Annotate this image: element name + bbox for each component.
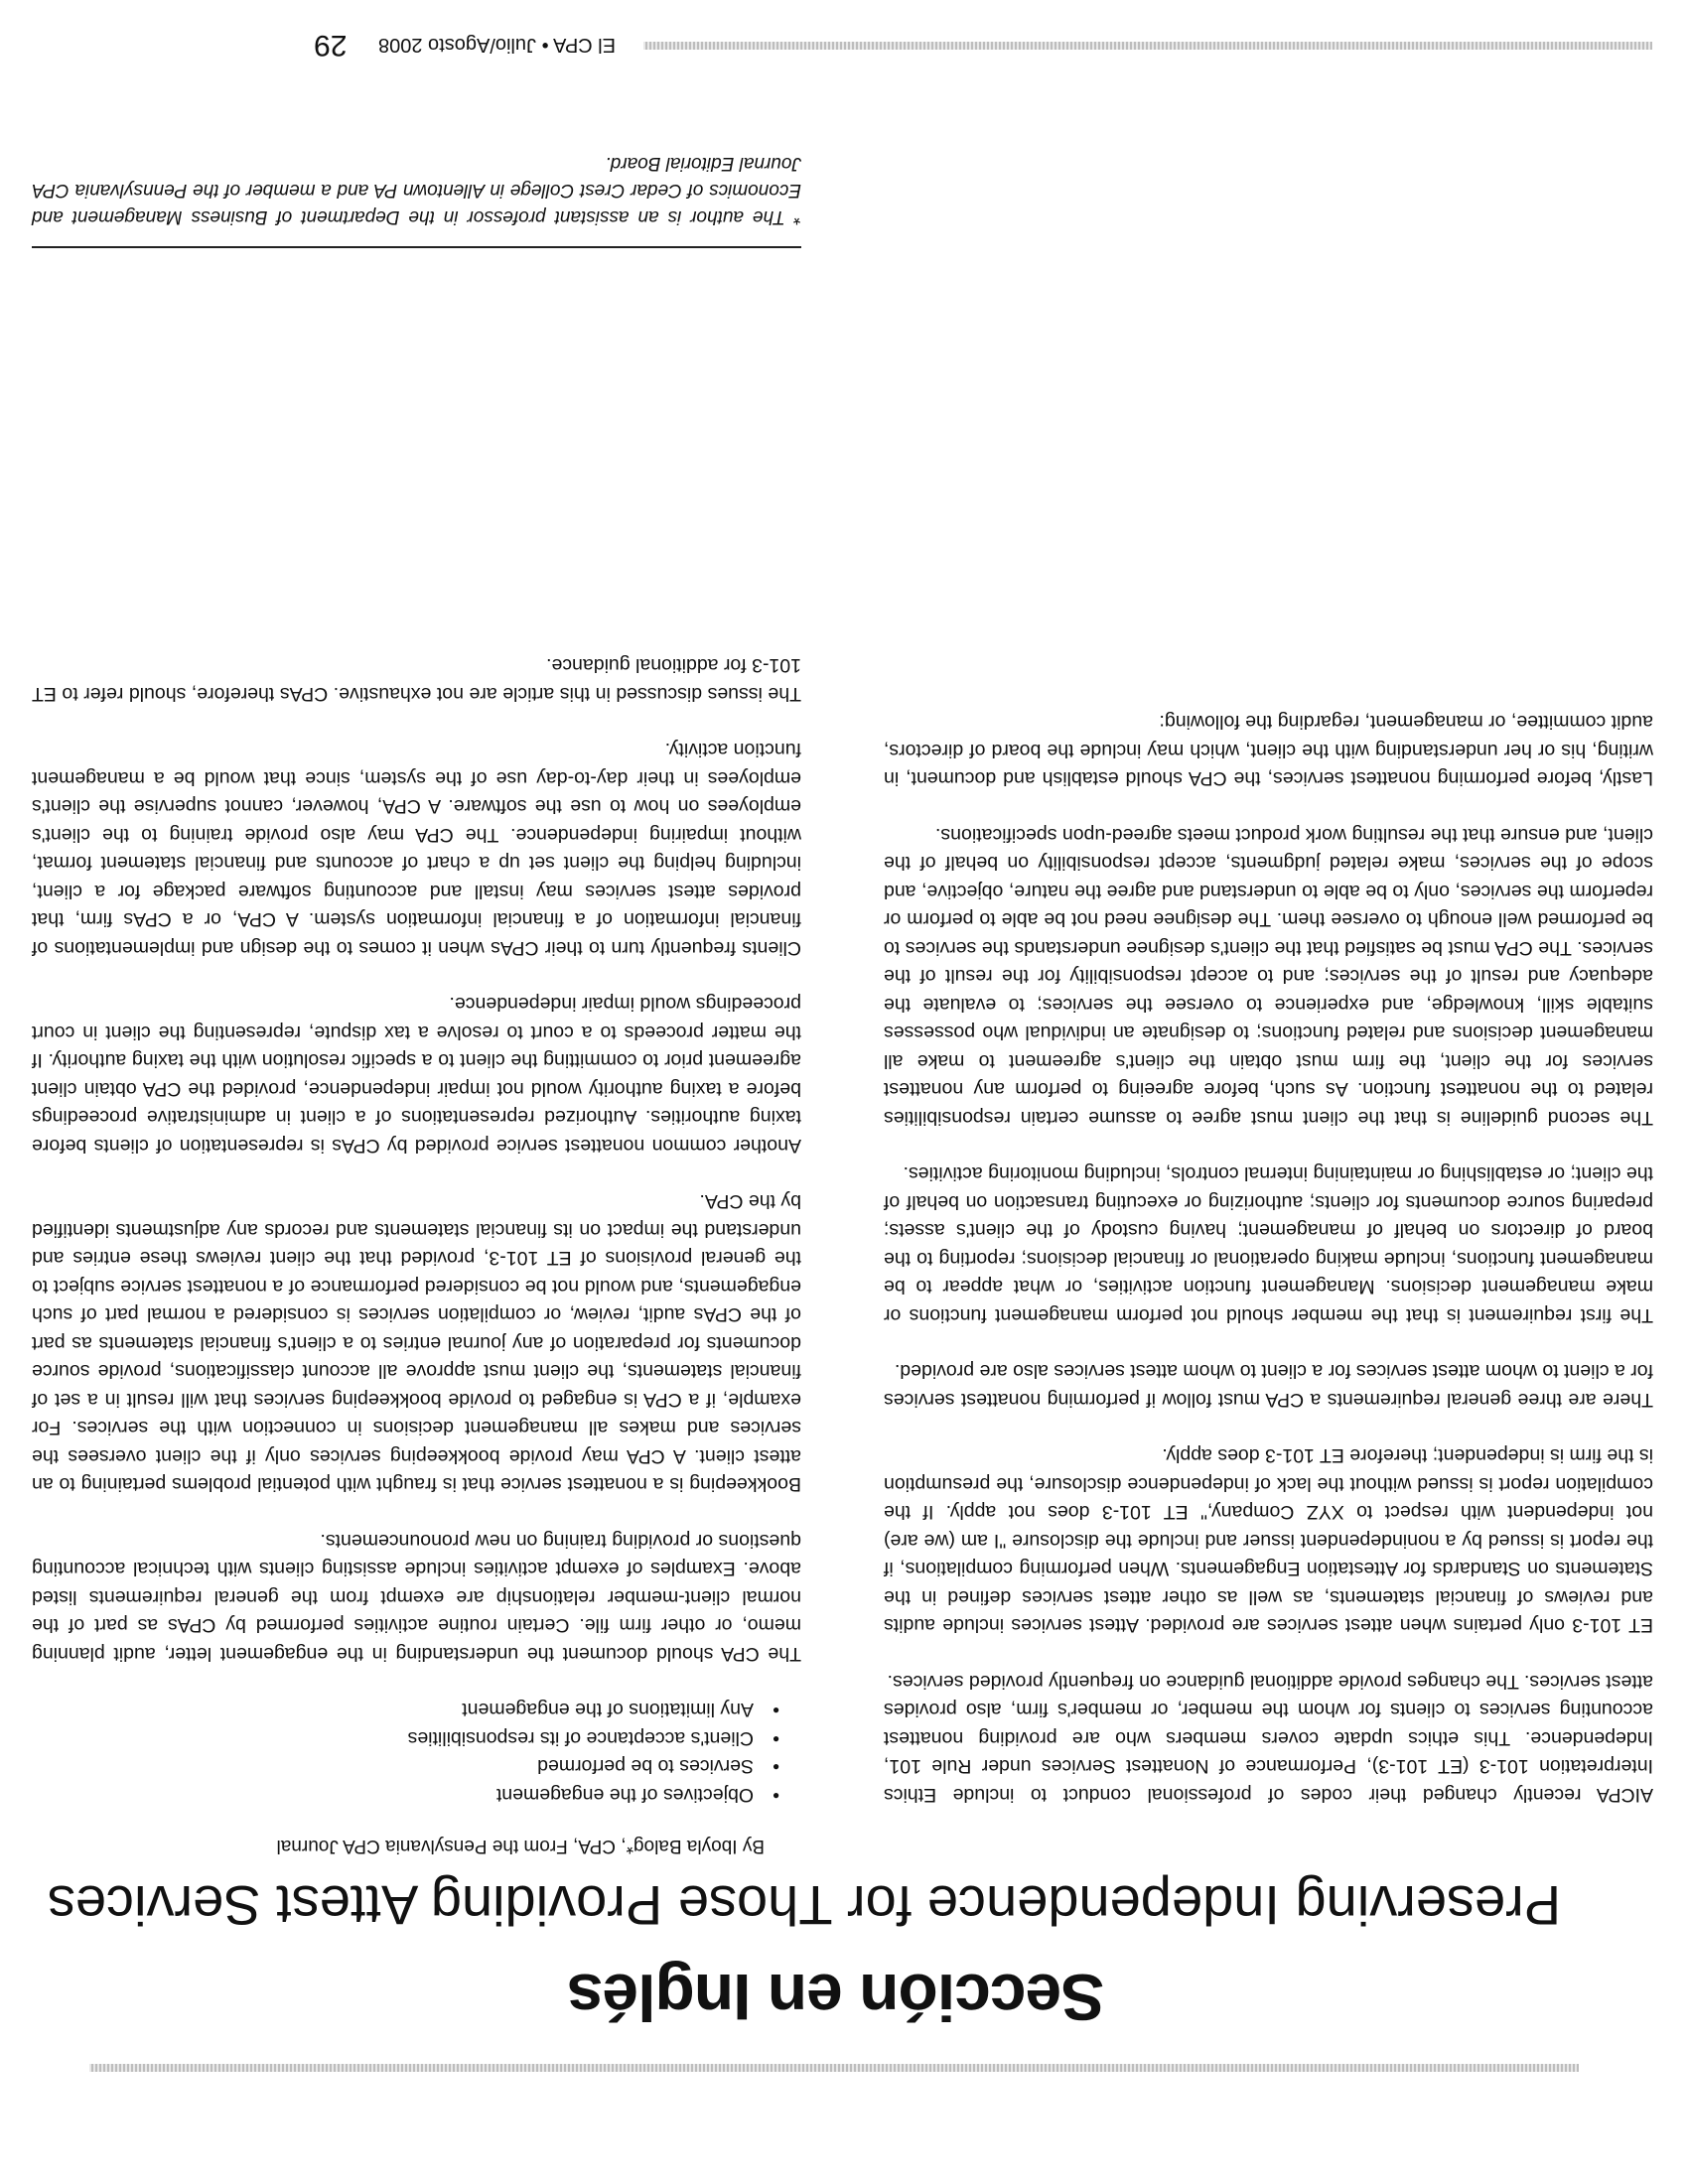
paragraph: AICPA recently changed their codes of professional conduct to include Ethics Interpretation 101-3 (ET 101-3), Performance of Nonattest Services under Rule 101, Independence. This ethics update covers members who are providing nonattest accounting services to clients for whom the member, or member's firm, also provides attest services. The changes provide additional guidance on frequently provided services. bbox=[884, 1671, 1653, 1806]
list-item: • Any limitations of the engagement bbox=[32, 1696, 754, 1724]
byline: By Iboyla Balog*, CPA, From the Pensylvania CPA Journal bbox=[276, 1836, 765, 1856]
paragraph: ET 101-3 only pertains when attest services are provided. Attest services include audits and reviews of financial statements, as well as other attest services defined in the Statements on Standards for Attestation Engagements. When performing compilations, if the report is issued by a nonindependent issuer and include the disclosure "I am (we are) not independent with respect to XYZ Company," ET 101-3 does not apply. If the compilation report is issued without the lack of independence disclosure, the presumption is the firm is independent; therefore ET 101-3 does apply. bbox=[884, 1444, 1653, 1637]
paragraph: Another common nonattest service provided by CPAs is representation of clients before taxing authorities. Authorized representations of a client in administrative proceedings before a taxing authority would not impair independence, provided the CPA obtain client agreement prior to committing the client to a specific resolution with the taxing authority. If the matter proceeds to a court to resolve a tax dispute, representing the client in court proceedings would impair independence. bbox=[32, 993, 801, 1157]
paragraph: The second guideline is that the client must agree to assume certain responsibilities related to the nonattest function. As such, before agreeing to perform any nonattest services for the client, the firm must obtain the client's agreement to make all management decisions and related functions; to designate an individual who possesses suitable skill, knowledge, and experience to oversee the services; to evaluate the adequacy and result of the services; and to accept responsibility for the result of the services. The CPA must be satisfied that the client's designee understands the services to be performed well enough to oversee them. The designee need not be able to perform or reperform the services, only to be able to understand and agree the nature, objective, and scope of the services, make related judgments, accept responsibility on behalf of the client, and ensure that the resulting work product meets agreed-upon specifications. bbox=[884, 824, 1653, 1129]
page-footer bbox=[60, 28, 616, 62]
right-column bbox=[32, 623, 801, 1809]
left-column bbox=[884, 680, 1653, 1809]
footnote-divider bbox=[32, 246, 801, 248]
paragraph: Clients frequently turn to their CPAs when it comes to the design and implementations of financial information of a financial information system. A CPA, or a CPAs firm, that provides attest services may install and accounting software package for a client, including helping the client set up a chart of accounts and financial statement format, without impairing independence. The CPA may also provide training to the client's employees on how to use the software. A CPA, however, cannot supervise the client's employees in their day-to-day use of the system, since that would be a management function activity. bbox=[32, 739, 801, 959]
list-item: • Client's acceptance of its responsibilities bbox=[32, 1724, 754, 1753]
bullet-list bbox=[32, 1696, 801, 1809]
section-title: Sección en Inglés bbox=[567, 1961, 1105, 2034]
paragraph: The first requirement is that the member should not perform management functions or make management decisions. Management function activities, or what appear to be management functions, include making operational or financial decisions; reporting to the board of directors on behalf of management; having custody of the client's assets; preparing source documents for clients; authorizing or executing transaction on behalf of the client; or establishing or maintaining internal controls, including monitoring activities. bbox=[884, 1162, 1653, 1326]
top-rule bbox=[89, 2064, 1579, 2072]
author-footnote: * The author is an assistant professor in the Department of Business Management and Economics of Cedar Crest College in Allentown PA and a member of the Pennsylvania CPA Journal Editorial Board. bbox=[32, 153, 801, 227]
publication-info: El CPA • Julio/Agosto 2008 bbox=[378, 34, 616, 56]
list-item: • Services to be performed bbox=[32, 1752, 754, 1781]
paragraph: Bookkeeping is a nonattest service that is fraught with potential problems pertaining to an attest client. A CPA may provide bookkeeping services only if the client oversees the services and makes all management decisions in connection with the services. For example, if a CPA is engaged to provide bookkeeping services that will result in a set of financial statements, the client must approve all account classifications, provide source documents for preparation of any journal entries to a client's financial statements as part of the CPAs audit, review, or compilation services is considered a normal part of such engagements, and would not be considered performance of a nonattest service subject to the general provisions of ET 101-3, provided that the client reviews these entries and understand the impact on its financial statements and records any adjustments identified by the CPA. bbox=[32, 1190, 801, 1496]
list-item: • Objectives of the engagement bbox=[32, 1781, 754, 1810]
paragraph: Lastly, before performing nonattest services, the CPA should establish and document, in writing, his or her understanding with the client, which may include the board of directors, audit committee, or management, regarding the following: bbox=[884, 711, 1653, 790]
paragraph: There are three general requirements a CPA must follow if performing nonattest services for a client to whom attest services for a client to whom attest services also are provided. bbox=[884, 1360, 1653, 1411]
paragraph: The issues discussed in this article are not exhaustive. CPAs therefore, should refer to ET 101-3 for additional guidance. bbox=[32, 654, 801, 705]
page-number: 29 bbox=[314, 29, 348, 62]
bottom-rule bbox=[643, 42, 1652, 50]
article-title: Preserving Independence for Those Providing Attest Services bbox=[47, 1874, 1562, 1937]
paragraph: The CPA should document the understanding in the engagement letter, audit planning memo, or other firm file. Certain routine activities performed by CPAs as part of the normal client-member relationship are exempt from the general requirements listed above. Examples of exempt activities include assisting clients with technical accounting questions or providing training on new pronouncements. bbox=[32, 1530, 801, 1665]
